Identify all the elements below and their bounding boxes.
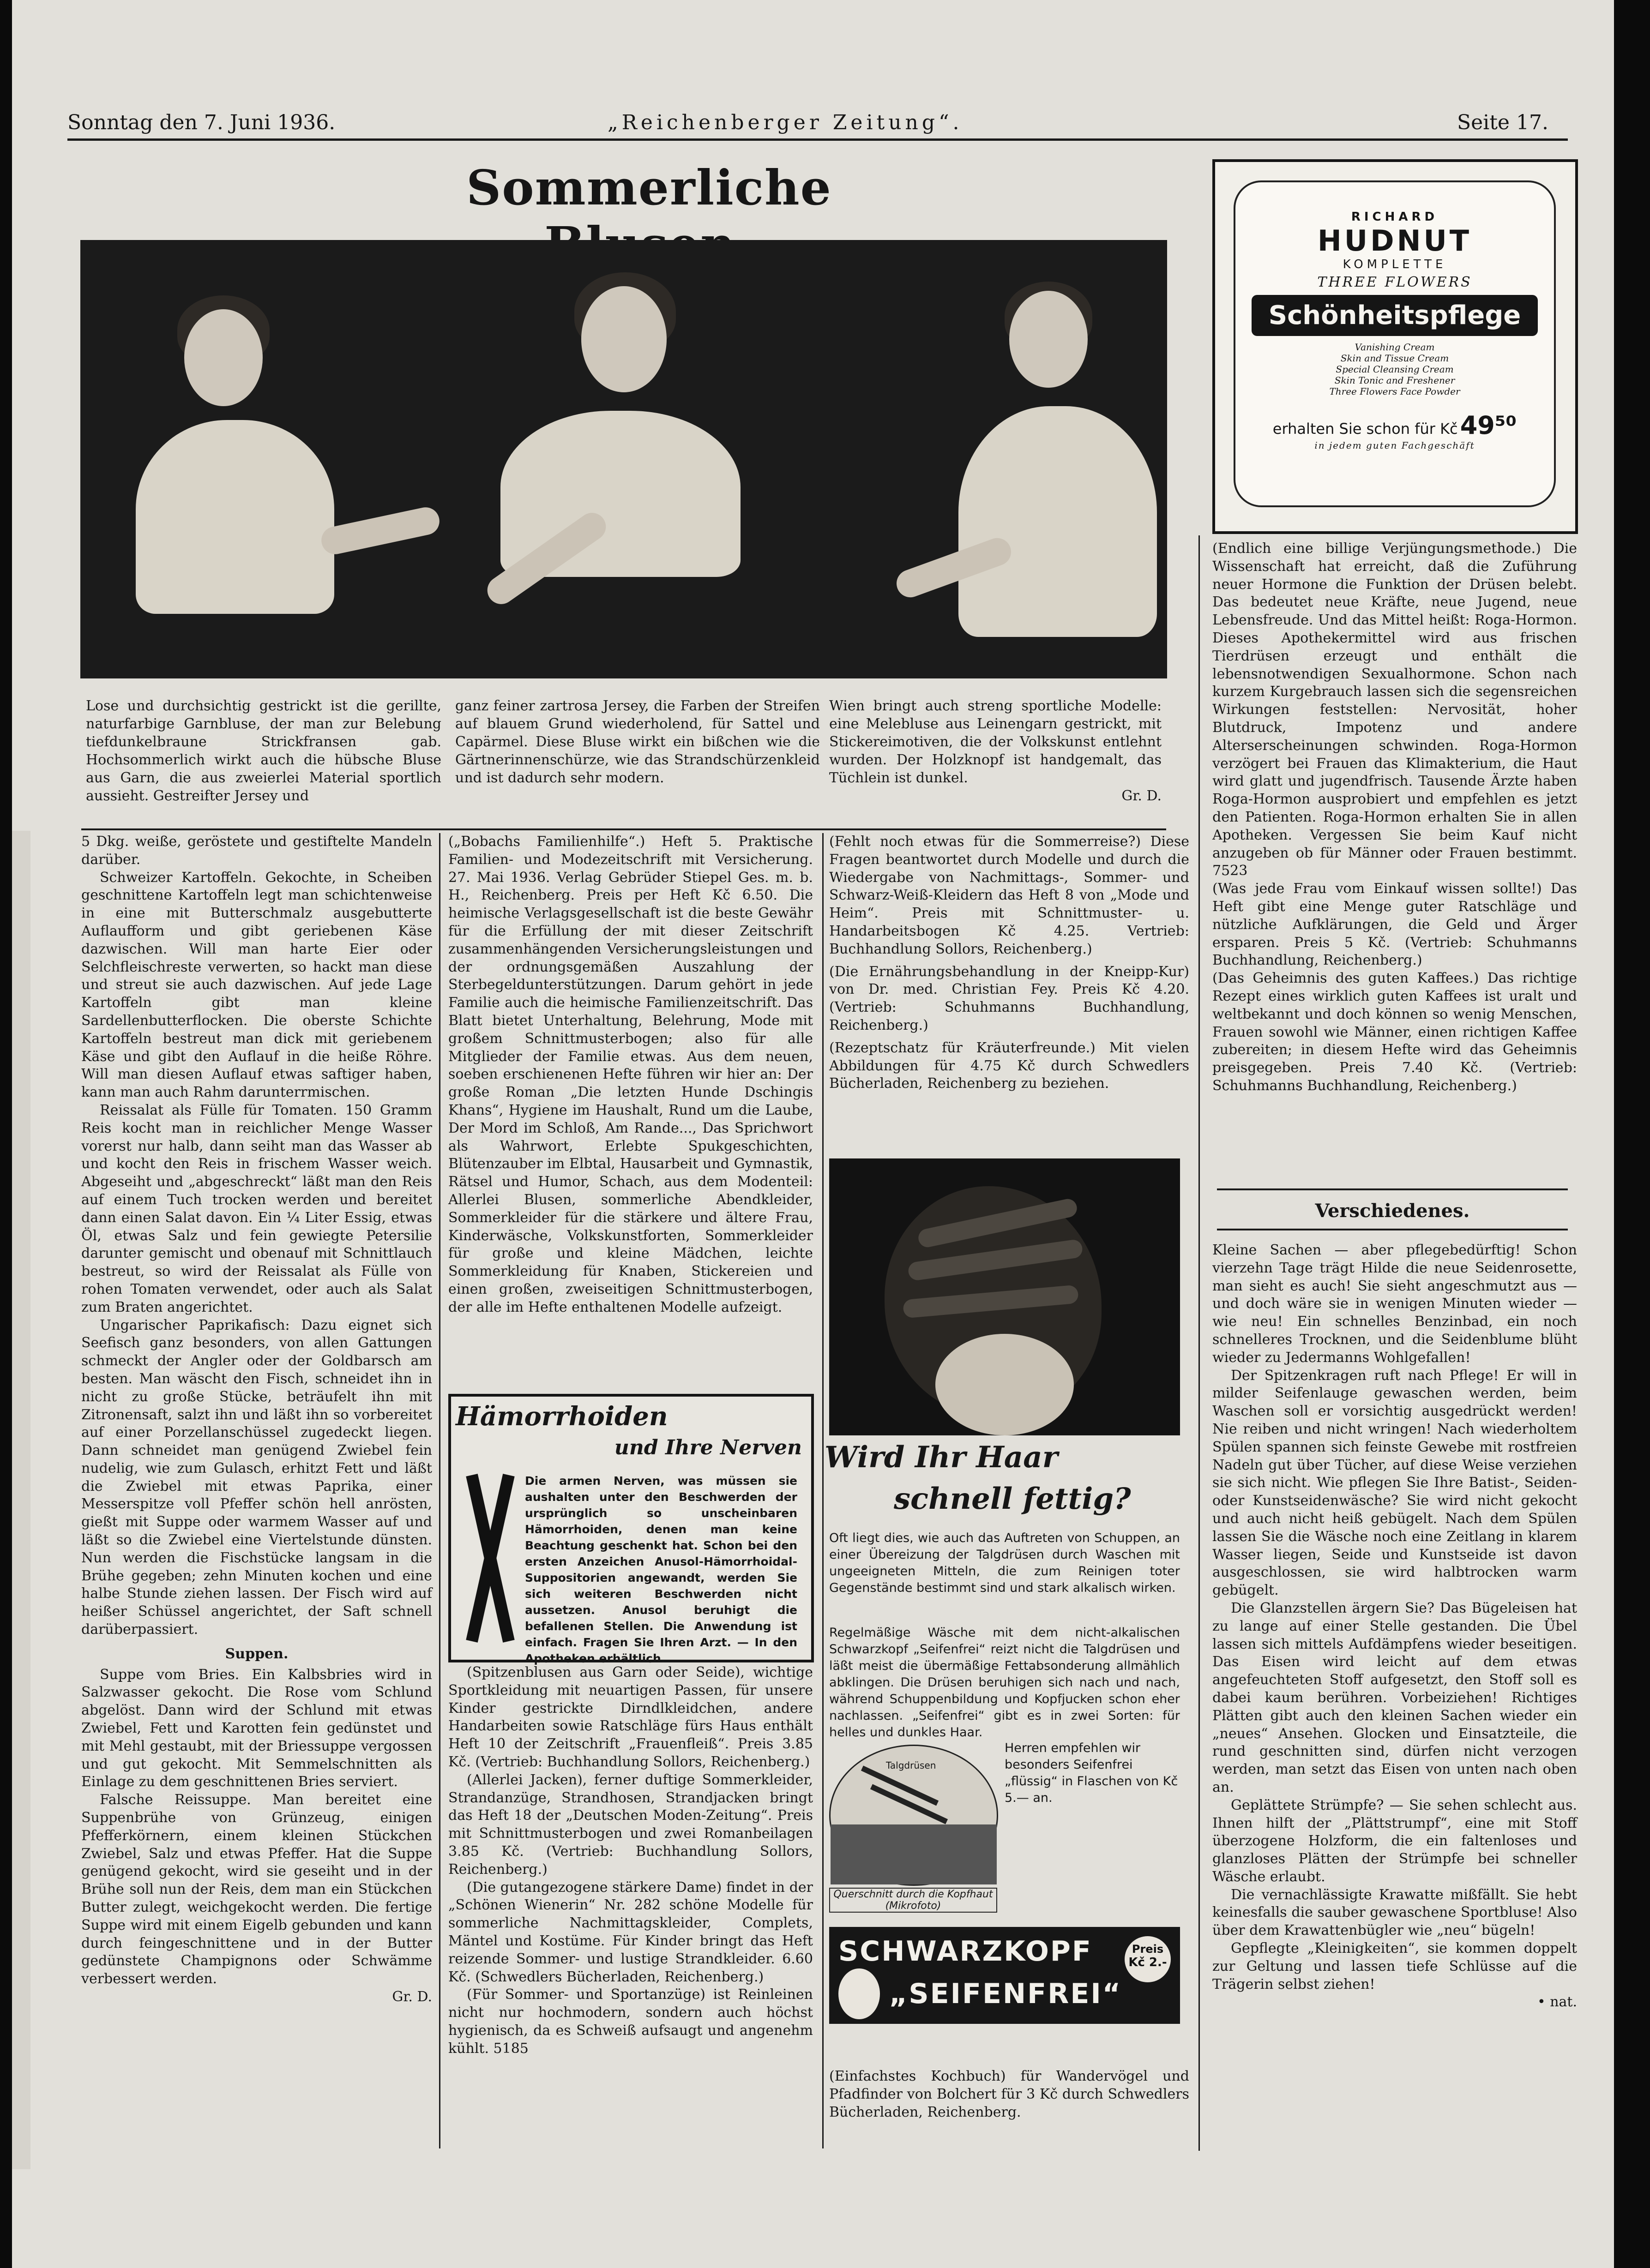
caption-signature: Gr. D. xyxy=(1121,788,1162,804)
column-3-paragraph: (Fehlt noch etwas für die Sommerreise?) Diese Fragen beantwortet durch Modelle und durch die Wiedergabe von Nachmittags-, Sommer- und Schwarz-Weiß-Kleidern das Heft 8 von „Mode und Heim“. Preis mit Schnittmuster- u. Handarbeitsbogen Kč 4.25. Vertrieb: Buchhandlung Sollors, Reichenberg.) xyxy=(829,834,1189,957)
ad-subtitle: und Ihre Nerven xyxy=(614,1436,802,1459)
schwarzkopf-logo-box xyxy=(829,1927,1180,2024)
photo-caption-2: ganz feiner zartrosa Jersey, die Farben der Streifen auf blauem Grund wiederholend, für Sattel und Capärmel. Diese Bluse wirkt ein bißchen wie die Gärtnerinnenschürze, wie das Strandschürzenkleid und ist dadurch sehr modern. xyxy=(455,698,820,786)
column-1-signature: Gr. D. xyxy=(392,1989,432,2005)
section-rule xyxy=(1217,1229,1568,1230)
column-4-paragraph: (Endlich eine billige Verjüngungsmethode.) Die Wissenschaft hat erreicht, daß die Zuführung neuer Hormone die Funktion der Drüsen belebt. Das bedeutet neue Kräfte, neue Jugend, neue Lebensfreude. Und das Mittel heißt: Roga-Hormon. Dieses Apothekermittel wird aus frischen Tierdrüsen erzeugt und enthält die lebensnotwendigen Sexualhormone. Schon nach kurzem Kurgebrauch lassen sich die segensreichen Wirkungen feststellen: Nervosität, hoher Blutdruck, Impotenz und andere Alterserscheinungen schwinden. Roga-Hormon verzögert bei Frauen das Klimakterium, die Haut wird glatt und jugendfrisch. Tausende Ärzte haben Roga-Hormon ausprobiert und empfehlen es jetzt den Patienten. Roga-Hormon erhalten Sie in allen Apotheken. Vergessen Sie beim Kauf nicht anzugeben ob für Männer oder Frauen bestimmt. 7523 xyxy=(1212,540,1577,879)
scalp-diagram xyxy=(829,1745,998,1886)
verschiedenes-heading: Verschiedenes. xyxy=(1315,1200,1470,1222)
blouse-photo-1 xyxy=(80,240,452,678)
column-4 xyxy=(1212,540,1577,1182)
column-1-paragraph: Reissalat als Fülle für Tomaten. 150 Gramm Reis kocht man in reichlicher Menge Wasser vorerst nur halb, dann seiht man das Wasser ab und kocht den Reis in frischem Wasser weich. Abgeseiht und „abgeschreckt“ läßt man den Reis auf einem Tuch trocken werden und bereitet dann einen Salat davon. Ein ¼ Liter Essig, etwas Öl, etwas Salz und fein gewiegte Petersilie darunter gemischt und obenauf mit Schnittlauch bestreut, so wird der Reissalat als Fülle von rohen Tomaten verwendet, oder auch als Salat zum Braten angerichtet. xyxy=(81,1102,432,1315)
column-4-paragraph: (Was jede Frau vom Einkauf wissen sollte!) Das Heft gibt eine Menge guter Ratschläge und nützliche Aufklärungen, die Geld und Ärger ersparen. Preis 5 Kč. (Vertrieb: Schuhmanns Buchhandlung, Reichenberg.) xyxy=(1212,881,1577,969)
ad-headline: Wird Ihr Haar xyxy=(825,1440,1058,1475)
soups-heading: Suppen. xyxy=(225,1645,289,1662)
ad-text: Oft liegt dies, wie auch das Auftreten von Schuppen, an einer Übereizung der Talgdrüsen durch Waschen mit ungeeigneten Mitteln, die zum Reinigen toter Gegenstände bestimmt sind und stark alkalisch wirken. xyxy=(829,1531,1180,1595)
diagram-label: Talgdrüsen xyxy=(886,1760,936,1771)
issue-date: Sonntag den 7. Juni 1936. xyxy=(67,111,336,134)
column-3 xyxy=(829,833,1189,1156)
adjacent-page-edge xyxy=(12,831,30,2169)
hair-photo xyxy=(829,1158,1180,1435)
column-3-paragraph: (Die Ernährungsbehandlung in der Kneipp-Kur) von Dr. med. Christian Fey. Preis Kč 4.20. (Vertrieb: Schuhmanns Buchhandlung, Reichenberg.) xyxy=(829,963,1189,1033)
column-1 xyxy=(81,833,432,2005)
headline-band xyxy=(1252,295,1538,336)
brand-top: RICHARD xyxy=(1351,210,1439,224)
newspaper-name: „Reichenberger Zeitung“. xyxy=(608,111,963,134)
ad-text: Herren empfehlen wir besonders Seifenfrei „flüssig“ in Flaschen von Kč 5.— an. xyxy=(1005,1741,1178,1805)
column-4-signature: • nat. xyxy=(1537,1994,1577,2010)
ad-headline: schnell fettig? xyxy=(894,1482,1131,1516)
page-number: Seite 17. xyxy=(1457,111,1548,134)
column-4-paragraph: Der Spitzenkragen ruft nach Pflege! Er will in milder Seifenlauge gewaschen werden, beim Waschen soll er vorsichtig ausgedrückt werden! Nie reiben und nicht wringen! Nach wiederholtem Spülen spannen sich feinste Gewebe mit rostfreien Nadeln gut über Tücher, auf diese Weise verziehen sie sich nicht. Wie pflegen Sie Ihre Batist-, Seiden- oder Kunstseidenwäsche? Sie wird nicht gekocht und auch nicht heiß gebügelt. Nach dem Spülen lassen Sie die Wäsche noch eine Zeitlang in klarem Wasser liegen, Seide und Kunstseide ist davon ausgeschlossen, sie wird halbtrocken warm gebügelt. xyxy=(1212,1367,1577,1599)
hudnut-frame: RICHARD HUDNUT KOMPLETTE THREE FLOWERS Schönheitspflege Vanishing Cream Skin and Tissue Cream Special Cleansing Cream Skin Tonic and Freshener Three Flowers Face Powder erhalten Sie schon für Kč 49⁵⁰ in jedem guten Fachgeschäft xyxy=(1234,180,1556,507)
brand-product: „SEIFENFREI“ xyxy=(889,1978,1122,2010)
brand-name: HUDNUT xyxy=(1317,224,1472,258)
column-rule xyxy=(1198,535,1200,2151)
column-3-paragraph: (Einfachstes Kochbuch) für Wandervögel und Pfadfinder von Bolchert für 3 Kč durch Schwedlers Bücherladen, Reichenberg. xyxy=(829,2068,1189,2120)
ad-text: Regelmäßige Wäsche mit dem nicht-alkalischen Schwarzkopf „Seifenfrei“ reizt nicht die Talgdrüsen und läßt meist die übermäßige Fettabsonderung allmählich abklingen. Die Drüsen beruhigen sich nach und nach, während Schuppenbildung und Kopfjucken schon eher nachlassen. „Seifenfrei“ gibt es in zwei Sorten: für helles und dunkles Haar. xyxy=(829,1626,1180,1740)
hudnut-ad xyxy=(1212,159,1578,534)
photo-caption-1: Lose und durchsichtig gestrickt ist die gerillte, naturfarbige Garnbluse, der man zur Belebung tiefdunkelbraune Strickfransen gab. Hochsommerlich wirkt auch die hübsche Bluse aus Garn, die aus zweierlei Material sportlich aussieht. Gestreifter Jersey und xyxy=(86,698,441,804)
column-1-paragraph: Suppe vom Bries. Ein Kalbsbries wird in Salzwasser gekocht. Die Rose vom Schlund abgelöst. Dann wird der Schlund mit etwas Zwiebel, Fett und Karotten fein gedünstet und mit Mehl gestaubt, mit der Briessuppe vergossen und gut gekocht. Mit Semmelschnitten als Einlage zu dem geschnittenen Bries serviert. xyxy=(81,1666,432,1790)
column-4-paragraph: Die Glanzstellen ärgern Sie? Das Bügeleisen hat zu lange auf einer Stelle gestanden. Die Übel lassen sich mittels Aufdämpfens wieder beseitigen. Das Eisen wird leicht auf dem etwas angefeuchteten Stoff aufgesetzt, den Stoff soll es dabei kaum berühren. Vorbeiziehen! Richtiges Plätten gibt auch den kleinen Sachen wieder ein „neues“ Ansehen. Glocken und Einsatzteile, die rund geschnitten sind, dürfen nicht verzogen werden, man setzt das Eisen von unten nach oben an. xyxy=(1212,1600,1577,1795)
column-1-paragraph: Falsche Reissuppe. Man bereitet eine Suppenbrühe von Grünzeug, einigen Pfefferkörnern, einem kleinen Stückchen Zwiebel, Salz und etwas Pfeffer. Hat die Suppe genügend gekocht, wird sie geseiht und in der Brühe soll nun der Reis, dem man ein Stückchen Butter zulegt, weichgekocht werden. Die fertige Suppe wird mit einem Eigelb gebunden und kann durch feingeschnittene und in der Butter gedünstete Champignons oder Schwämme verbessert werden. xyxy=(81,1792,432,1987)
article-title: Sommerliche xyxy=(466,159,832,216)
price: 49⁵⁰ xyxy=(1460,411,1517,440)
section-rule xyxy=(1217,1188,1568,1190)
column-4-bottom xyxy=(1212,1242,1577,2146)
column-4-paragraph: (Das Geheimnis des guten Kaffees.) Das richtige Rezept eines wirklich guten Kaffees ist uralt und weltbekannt und doch können so wenig Menschen, Frauen sowohl wie Männer, einen richtigen Kaffee zubereiten; in diesem Hefte wird das Geheimnis preisgegeben. Preis 7.40 Kč. (Vertrieb: Schuhmanns Buchhandlung, Reichenberg.) xyxy=(1212,970,1577,1094)
column-2-paragraph: (Allerlei Jacken), ferner duftige Sommerkleider, Strandanzüge, Strandhosen, Strandjacken bringt das Heft 18 der „Deutschen Moden-Zeitung“. Preis mit Schnittmusterbogen und zwei Romanbeilagen 3.85 Kč. (Vertrieb: Buchhandlung Sollors, Reichenberg.) xyxy=(448,1771,813,1878)
ad-title: Hämorrhoiden xyxy=(456,1401,668,1432)
column-2-paragraph: (Die gutangezogene stärkere Dame) findet in der „Schönen Wienerin“ Nr. 282 schöne Modelle für sommerliche Nachmittagskleider, Complets, Mäntel und Kostüme. Für Kinder bringt das Heft reizende Sommer- und lustige Strandkleider. 6.60 Kč. (Schwedlers Bücherladen, Reichenberg.) xyxy=(448,1879,813,1985)
column-2-paragraph: (Spitzenblusen aus Garn oder Seide), wichtige Sportkleidung mit neuartigen Passen, für unsere Kinder gestrickte Dirndlkleidchen, andere Handarbeiten sowie Ratschläge fürs Haus enthält Heft 10 der Zeitschrift „Frauenfleiß“. Preis 3.85 Kč. (Vertrieb: Buchhandlung Sollors, Reichenberg.) xyxy=(448,1664,813,1770)
brand-name: SCHWARZKOPF xyxy=(838,1935,1092,1968)
column-4-paragraph: Kleine Sachen — aber pflegebedürftig! Schon vierzehn Tage trägt Hilde die neue Seidenrosette, man sieht es auch! Sie sieht angeschmutzt aus — und doch wäre sie in wenigen Minuten wieder — wie neu! Ein schnelles Benzinbad, ein noch schnelleres Trocknen, und die Seidenblume blüht wieder zu Jedermanns Wohlgefallen! xyxy=(1212,1242,1577,1366)
column-2-paragraph: („Bobachs Familienhilfe“.) Heft 5. Praktische Familien- und Modezeitschrift mit Versicherung. 27. Mai 1936. Verlag Gebrüder Stiepel Ges. m. b. H., Reichenberg. Preis per Heft Kč 6.50. Die heimische Verlagsgesellschaft ist die beste Gewähr für die Erfüllung der mit dieser Zeitschrift zusammenhängenden Versicherungsleistungen und der ordnungsgemäßen Auszahlung der Sterbegeldunterstützungen. Darum gehört in jede Familie auch die heimische Familienzeitschrift. Das Blatt bietet Unterhaltung, Belehrung, Mode mit großem Schnittmusterbogen; also für alle Mitglieder der Familie etwas. Aus dem neuen, soeben erschienenen Hefte führen wir hier an: Der große Roman „Die letzten Hunde Dschingis Khans“, Hygiene im Haushalt, Rund um die Laube, Der Mord im Schloß, Am Rande..., Das Sprichwort als Wahrwort, Erlebte Spukgeschichten, Blütenzauber im Elbtal, Hausarbeit und Gymnastik, Rätsel und Humor, Schach, aus dem Modenteil: Allerlei Blusen, sommerliche Abendkleider, Sommerkleider für die stärkere und ältere Frau, Kinderwäsche, Volkskunstforten, Sommerkleider für große und kleine Mädchen, leichte Sommerkleidung für Knaben, Stickereien und einen großen, zweiseitigen Schnittmusterbogen, der alle im Hefte enthaltenen Modelle aufzeigt. xyxy=(448,834,813,1315)
column-1-paragraph: 5 Dkg. weiße, geröstete und gestiftelte Mandeln darüber. xyxy=(81,834,432,868)
diagram-caption: Querschnitt durch die Kopfhaut (Mikrofoto) xyxy=(829,1888,997,1913)
blouse-photo-2 xyxy=(450,240,825,678)
price-badge: Preis Kč 2.- xyxy=(1125,1936,1171,1982)
column-rule xyxy=(822,833,824,2148)
headline: Schönheitspflege xyxy=(1268,300,1521,330)
column-2-paragraph: (Für Sommer- und Sportanzüge) ist Reinleinen nicht nur hochmodern, sondern auch höchst hygienisch, da es Schweiß aufsaugt und angenehm kühlt. 5185 xyxy=(448,1986,813,2057)
schwarzkopf-ad xyxy=(825,1158,1185,2063)
caption-rule xyxy=(81,828,1166,830)
ad-text: Die armen Nerven, was müssen sie aushalten unter den Beschwerden der ursprünglich so unscheinbaren Hämorrhoiden, denen man keine Beachtung geschenkt hat. Schon bei den ersten Anzeichen Anusol-Hämorrhoidal-Suppositorien angewandt, werden Sie sich weiteren Beschwerden nicht aussetzen. Anusol beruhigt die befallenen Stellen. Die Anwendung ist einfach. Fragen Sie Ihren Arzt. — In den Apotheken erhältlich. xyxy=(525,1474,797,1665)
column-3-paragraph: (Rezeptschatz für Kräuterfreunde.) Mit vielen Abbildungen für 4.75 Kč durch Schwedlers Bücherladen, Reichenberg zu beziehen. xyxy=(829,1039,1189,1092)
column-4-paragraph: Geplättete Strümpfe? — Sie sehen schlecht aus. Ihnen hilft der „Plättstrumpf“, eine mit Stoff überzogene Holzform, die ein faltenloses und glanzloses Plätten der Strümpfe bei schneller Wäsche erlaubt. xyxy=(1212,1797,1577,1885)
x-mark-icon xyxy=(465,1470,516,1646)
haemorrhoiden-ad xyxy=(448,1394,814,1665)
column-4-paragraph: Die vernachlässigte Krawatte mißfällt. Sie hebt keinesfalls die sauber gewaschene Sportbluse! Also über dem Krawattenbügler wie „neu“ bügeln! xyxy=(1212,1886,1577,1939)
column-3-bottom xyxy=(829,2068,1189,2146)
photo-caption-3: Wien bringt auch streng sportliche Modelle: eine Melebluse aus Leinengarn gestrickt, mit Stickereimotiven, die der Volkskunst entlehnt wurden. Der Holzknopf ist handgemalt, das Tüchlein ist dunkel. xyxy=(829,698,1162,786)
price-text: erhalten Sie schon für Kč xyxy=(1272,420,1458,438)
newspaper-page xyxy=(12,0,1614,2268)
column-rule xyxy=(439,833,440,2148)
column-1-paragraph: Schweizer Kartoffeln. Gekochte, in Scheiben geschnittene Kartoffeln legt man schichtenweise in eine mit Butterschmalz ausgebutterte Auflaufform und gibt geriebenen Käse dazwischen. Will man harte Eier oder Selchfleischreste verwerten, so hackt man diese und streut sie auch dazwischen. Auf jede Lage Kartoffeln gibt man kleine Sardellenbutterflocken. Die oberste Schichte Kartoffeln bestreut man dick mit geriebenem Käse und gibt den Auflauf in die heiße Röhre. Will man diesen Auflauf etwas saftiger haben, kann man auch Rahm darunterrmischen. xyxy=(81,869,432,1101)
header-rule xyxy=(67,138,1568,141)
blouse-photo-3 xyxy=(825,240,1167,678)
profile-icon xyxy=(838,1968,880,2019)
column-2-bottom xyxy=(448,1664,813,2148)
column-4-paragraph: Gepflegte „Kleinigkeiten“, sie kommen doppelt zur Geltung und lassen tiefe Schlüsse auf die Trägerin selbst ziehen! xyxy=(1212,1940,1577,1992)
column-2 xyxy=(448,833,813,1392)
column-1-paragraph: Ungarischer Paprikafisch: Dazu eignet sich Seefisch ganz besonders, von allen Gattungen schmeckt der Angler oder der Goldbarsch am besten. Man wäscht den Fisch, schneidet ihn in nicht zu große Stücke, beträufelt ihn mit Zitronensaft, salzt ihn und läßt ihn so vorbereitet auf einer Porzellanschüssel zugedeckt liegen. Dann schneidet man genügend Zwiebel fein nudelig, wie zum Gulasch, erhitzt Fett und läßt die Zwiebel mit etwas Paprika, einer Messerspitze voll Pfeffer schön hell anrösten, gießt mit Suppe oder warmem Wasser auf und läßt so die Zwiebel eine Viertelstunde dünsten. Nun werden die Fischstücke langsam in die Brühe gegeben; zehn Minuten kochen und eine halbe Stunde ziehen lassen. Der Fisch wird auf heißer Schüssel angerichtet, der Saft schnell darüberpassiert. xyxy=(81,1317,432,1638)
